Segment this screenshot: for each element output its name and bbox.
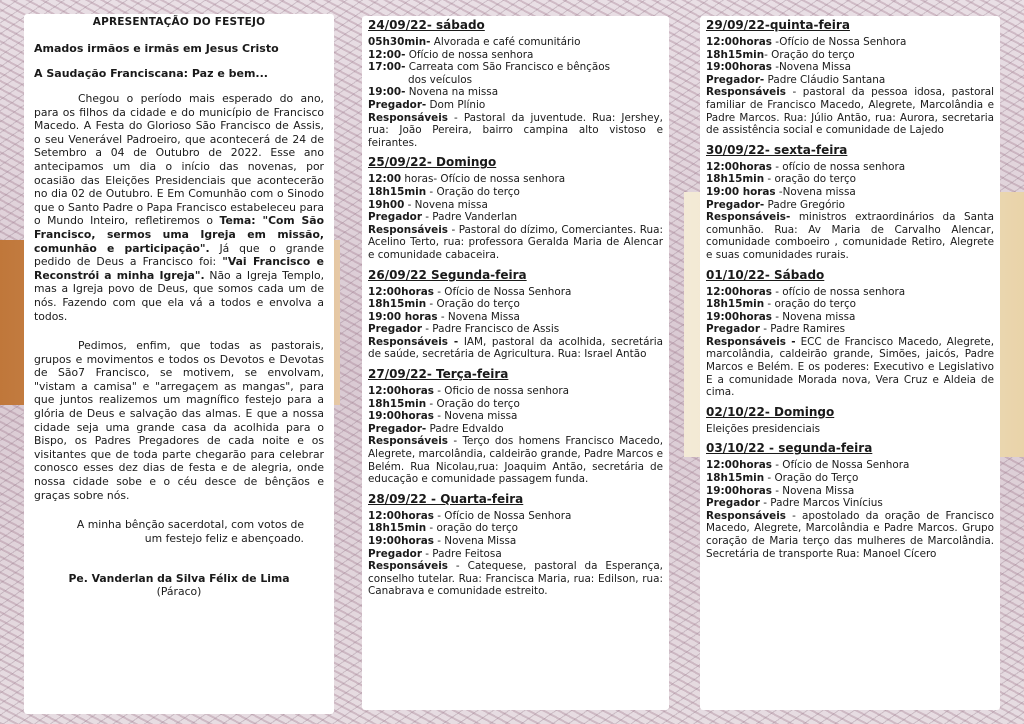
schedule-line-text: Padre Edvaldo (426, 422, 504, 435)
schedule-line-label: Responsáveis (368, 111, 448, 124)
schedule-day (706, 268, 994, 399)
schedule-line-label: Responsáveis (368, 560, 448, 573)
schedule-day (368, 268, 663, 362)
schedule-line-text: - Pastoral do dízimo, Comerciantes. Rua: Acelino Terto, rua: professora Geralda Maria de Alencar e comunidade cabaceira. (368, 223, 663, 261)
schedule-line (706, 211, 994, 261)
schedule-line (368, 385, 663, 398)
schedule-line-label: Pregador- (368, 98, 427, 111)
schedule-line-text: ECC de Francisco Macedo, Alegrete, marcolândia, caldeirão grande, Simões, jaicós, Padre Marcos e Belém. E os poderes: Executivo e Legislativo E a comunidade Morada nova, Vera Cruz e Aldeia de cima. (706, 335, 994, 399)
schedule-line-text: - Padre Marcos Vinícius (759, 497, 883, 510)
schedule-line-text: - Padre Vanderlan (421, 211, 518, 224)
schedule-line-text: - pastoral da pessoa idosa, pastoral familiar de Francisco Macedo, Alegrete, Marcolândia e Padre Marcos. Rua: Júlio Antão, rua: Aurora, secretaria de assistência social e comunidade de Lajedo (706, 86, 994, 137)
day-heading: 02/10/22- Domingo (706, 404, 835, 419)
schedule-line-text: - Novena missa (404, 198, 488, 211)
signature: Pe. Vanderlan da Silva Félix de Lima (68, 572, 290, 586)
schedule-line-text: - Padre Francisco de Assis (421, 323, 560, 336)
presentation-panel (24, 14, 334, 714)
day-heading: 29/09/22-quinta-feira (706, 18, 850, 32)
schedule-day (706, 441, 994, 560)
schedule-line-text: - Novena Missa (433, 535, 517, 547)
schedule-line-label: 12:00horas (706, 459, 772, 472)
schedule-line (368, 410, 663, 423)
schedule-line (368, 99, 663, 112)
schedule-line-text: IAM, pastoral da acolhida, secretária de saúde, secretária de Agricultura. Rua: Israel Antão (368, 335, 663, 361)
schedule-line-label: 19:00horas (706, 310, 772, 323)
schedule-line (368, 49, 663, 62)
day-heading: 24/09/22- sábado (368, 18, 485, 32)
schedule-line-label: 18h15min (368, 397, 427, 410)
schedule-line-label: Pregador (368, 547, 422, 560)
schedule-line (368, 298, 663, 311)
schedule-line (706, 323, 994, 336)
greeting-line-2: A Saudação Franciscana: Paz e bem... (34, 67, 268, 80)
schedule-line-label: Pregador (706, 497, 760, 510)
schedule-line-text: - Oração do terço (426, 298, 520, 311)
schedule-line-text: - Oficio de nossa senhora (433, 385, 569, 398)
schedule-line-label: Pregador- (706, 73, 765, 86)
schedule-line-text: Ofício de nossa senhora (405, 48, 534, 61)
schedule-line (706, 86, 994, 136)
schedule-line-label: Responsáveis (706, 509, 786, 522)
schedule-line-text: - Padre Ramires (759, 323, 846, 336)
schedule-line-label: 18h15min (706, 472, 765, 485)
schedule-day (368, 18, 663, 149)
schedule-line-text: - Oração do Terço (764, 472, 859, 485)
day-heading: 30/09/22- sexta-feira (706, 142, 848, 157)
schedule-line-label: 18h15min (706, 298, 765, 311)
schedule-line (706, 510, 994, 560)
schedule-line-label: 12:00- (368, 48, 406, 61)
schedule-line-label: 18h15min (368, 522, 427, 535)
paragraph-1-text-e: Não a Igreja Templo, mas a Igreja povo de Deus, que somos cada um de nós. Fazendo com que ela vá a todos e envolva a todos. (34, 268, 324, 323)
schedule-line-label: 19h00 (368, 198, 405, 211)
schedule-line-label: 12:00horas (706, 36, 772, 48)
schedule-line-text: Dom Plínio (426, 98, 486, 111)
schedule-line-label: Responsáveis (368, 223, 448, 236)
schedule-line (706, 36, 994, 49)
schedule-line (368, 112, 663, 150)
schedule-line-label: Responsáveis (368, 435, 448, 448)
schedule-line (368, 398, 663, 411)
schedule-line-label: Pregador (368, 323, 422, 336)
schedule-line (368, 286, 663, 299)
paragraph-1-text-c: Já que o grande pedido de Deus a Francisco foi: (34, 241, 324, 269)
schedule-line-text: Padre Gregório (764, 198, 846, 211)
schedule-panel-1 (362, 16, 669, 710)
schedule-line (706, 61, 994, 74)
schedule-line-label: Pregador (706, 323, 760, 336)
schedule-line (706, 298, 994, 311)
schedule-line (368, 311, 663, 324)
day-heading: 03/10/22 - segunda-feira (706, 441, 873, 456)
schedule-line-text: - Novena missa (433, 410, 518, 423)
schedule-line-label: 17:00- (368, 61, 406, 74)
greeting-line-1: Amados irmãos e irmãs em Jesus Cristo (34, 42, 279, 55)
schedule-line-text: - Padre Feitosa (421, 547, 502, 560)
schedule-line-text: - Novena missa (771, 310, 856, 323)
schedule-line (706, 173, 994, 186)
schedule-line-label: 19:00 horas (368, 310, 438, 323)
schedule-line-text: - oração do terço (764, 173, 857, 186)
schedule-line-text: - Ofício de Nossa Senhora (433, 285, 572, 298)
schedule-line (368, 535, 663, 548)
schedule-line-text: ministros extraordinários da Santa comunhão. Rua: Av Maria de Carvalho Alencar, comunidade comboeiro , comunidade Retiro, Alegrete e suas comunidades rurais. (706, 211, 994, 261)
schedule-line-label: 19:00horas (368, 535, 434, 547)
schedule-line-text: - Oração do terço (426, 397, 520, 410)
schedule-line (368, 435, 663, 485)
schedule-line-label: 12:00horas (368, 509, 434, 522)
closing-line-1: A minha bênção sacerdotal, com votos de (76, 518, 304, 532)
schedule-line (368, 548, 663, 561)
day-heading: 27/09/22- Terça-feira (368, 367, 509, 382)
schedule-line-text: - ofício de nossa senhora (771, 160, 906, 173)
schedule-line (706, 74, 994, 87)
schedule-line-text: - Novena Missa (771, 484, 855, 497)
schedule-line-text: - oração do terço (426, 522, 519, 535)
schedule-line (706, 497, 994, 510)
schedule-line-text: - Oração do terço (426, 185, 520, 198)
paragraph-1-text-a: Chegou o período mais esperado do ano, para os filhos da cidade e do município de Francisco Macedo. A Festa do Glorioso São Francisco de Assis, o seu Venerável Padroeiro, que acontecerá de 24 de Setembro a 04 de Outubro de 2022. Esse ano antecipamos um dia o início das novenas, por ocasião das Eleições Presidenciais que acontecerão no dia 02 de Outubro. E Em Comunhão com o Sinodo que o Santo Padre o Papa Francisco estabeleceu para o Mundo Inteiro, refletiremos o (34, 92, 324, 228)
schedule-line (706, 336, 994, 399)
schedule-line-label: 05h30min- (368, 36, 431, 48)
schedule-day (706, 18, 994, 137)
schedule-line-label: Pregador- (706, 198, 765, 211)
schedule-line-text: Eleições presidenciais (706, 422, 821, 435)
closing (34, 518, 304, 546)
schedule-line (368, 336, 663, 361)
schedule-line-label: 12:00horas (706, 160, 772, 173)
schedule-line-label: Pregador- (368, 422, 427, 435)
signature-role: (Páraco) (156, 585, 202, 599)
schedule-line (368, 224, 663, 262)
schedule-line-text: -Novena missa (775, 185, 856, 198)
schedule-line-text: - ofício de nossa senhora (771, 285, 906, 298)
schedule-line (706, 161, 994, 174)
schedule-line (368, 211, 663, 224)
schedule-panel-2 (700, 16, 1000, 710)
schedule-line-label: 12:00horas (368, 285, 434, 298)
schedule-line-label: Responsáveis - (706, 335, 796, 348)
paragraph-2: Pedimos, enfim, que todas as pastorais, grupos e movimentos e todos os Devotos e Devotas de São7 Francisco, se motivem, se envolvam, "vistam a camisa" e "arregaçem as mangas", para que juntos realizemos um magnífico festejo para a glória de Deus e salvação das almas. E que a nossa cidade seja uma grande casa da acolhida para o Bispo, os Padres Pregadores de cada noite e os visitantes que de toda parte chegarão para celebrar conosco esses dez dias de festa e de alegria, onde nossa cidade sobe e o céu desce de bênçãos e graças sobre nós. (34, 339, 324, 502)
schedule-line-text: - Pastoral da juventude. Rua: Jershey, rua: João Pereira, bairro campina alto vistoso e feirantes. (368, 111, 663, 149)
schedule-line-label: 18h15min (368, 185, 427, 198)
schedule-line-text: horas- Ofício de nossa senhora (401, 173, 566, 186)
schedule-line (368, 199, 663, 212)
day-heading: 28/09/22 - Quarta-feira (368, 491, 524, 506)
schedule-line-label: 12:00horas (706, 285, 772, 298)
schedule-line-label: Responsáveis (706, 86, 786, 99)
closing-line-2: um festejo feliz e abençoado. (144, 532, 304, 546)
schedule-line-text: - apostolado da oração de Francisco Macedo, Alegrete, Marcolândia e Padre Marcos. Grupo coração de Maria terço das mulheres de Marcolândia. Secretária de transporte Rua: Manoel Cícero (706, 509, 994, 560)
schedule-line (368, 522, 663, 535)
schedule-line-label: 18h15min (368, 298, 427, 311)
paragraph-1 (34, 92, 324, 323)
schedule-line (368, 86, 663, 99)
schedule-line (706, 485, 994, 498)
schedule-line (368, 323, 663, 336)
schedule-line-text: - Oração do terço (764, 48, 855, 61)
schedule-day (368, 367, 663, 486)
schedule-line-text: -Ofício de Nossa Senhora (771, 36, 907, 48)
schedule-line (706, 286, 994, 299)
schedule-line-text: - Ofício de Nossa Senhora (433, 509, 572, 522)
schedule-line (368, 510, 663, 523)
schedule-line (706, 459, 994, 472)
schedule-day (706, 143, 994, 262)
schedule-line-label: 19:00 horas (706, 185, 776, 198)
schedule-line (706, 423, 994, 436)
schedule-line-text: - oração do terço (764, 298, 857, 311)
schedule-line-text: Carreata com São Francisco e bênçãos (405, 61, 611, 74)
schedule-line-label: 18h15min (706, 173, 765, 186)
schedule-day (706, 405, 994, 436)
paragraph-1-theme: Tema: "Com São Francisco, sermos uma Igreja em missão, comunhão e participação". (34, 214, 325, 255)
schedule-line-text: Padre Cláudio Santana (764, 73, 886, 86)
schedule-line (706, 49, 994, 62)
schedule-line-text: Novena na missa (405, 86, 499, 99)
day-heading: 26/09/22 Segunda-feira (368, 267, 527, 282)
schedule-line (368, 36, 663, 49)
schedule-line-label: 19:00- (368, 86, 406, 99)
schedule-line (706, 186, 994, 199)
schedule-line (368, 61, 663, 86)
schedule-line-label: 19:00horas (368, 410, 434, 423)
schedule-line-label: 18h15min (706, 48, 765, 61)
schedule-line-text: - Catequese, pastoral da Esperança, conselho tutelar. Rua: Francisca Maria, rua: Edilson, rua: Canabrava e comunidade estreito. (368, 560, 663, 598)
schedule-line-continuation: dos veículos (408, 73, 473, 86)
schedule-line (706, 311, 994, 324)
schedule-line (368, 186, 663, 199)
schedule-line-text: - Terço dos homens Francisco Macedo, Alegrete, marcolândia, caldeirão grande, Padre Marcos e Belém. Rua Nicolau,rua: Joaquim Antão, secretária de educação e comunidade passagem funda. (368, 435, 664, 486)
schedule-line-text: -Novena Missa (771, 61, 851, 74)
schedule-line-label: Responsáveis- (706, 211, 791, 224)
schedule-line-text: - Novena Missa (437, 310, 520, 323)
day-heading: 01/10/22- Sábado (706, 267, 825, 282)
schedule-line-label: 12:00 (368, 173, 402, 186)
schedule-line (368, 173, 663, 186)
paragraph-1-quote: "Vai Francisco e Reconstrói a minha Igreja". (34, 255, 324, 282)
day-heading: 25/09/22- Domingo (368, 155, 497, 170)
schedule-line (368, 423, 663, 436)
schedule-line-text: Alvorada e café comunitário (430, 36, 581, 48)
presentation-title: APRESENTAÇÃO DO FESTEJO (92, 16, 266, 28)
schedule-line-label: Pregador (368, 211, 422, 224)
schedule-line-label: Responsáveis - (368, 335, 459, 348)
schedule-line-label: 19:00horas (706, 484, 772, 497)
schedule-day (368, 492, 663, 598)
schedule-line (706, 472, 994, 485)
schedule-line-label: 12:00horas (368, 385, 434, 398)
schedule-line-text: - Ofício de Nossa Senhora (771, 459, 910, 472)
schedule-line (368, 560, 663, 598)
schedule-line (706, 199, 994, 212)
schedule-day (368, 155, 663, 261)
schedule-line-label: 19:00horas (706, 61, 772, 74)
